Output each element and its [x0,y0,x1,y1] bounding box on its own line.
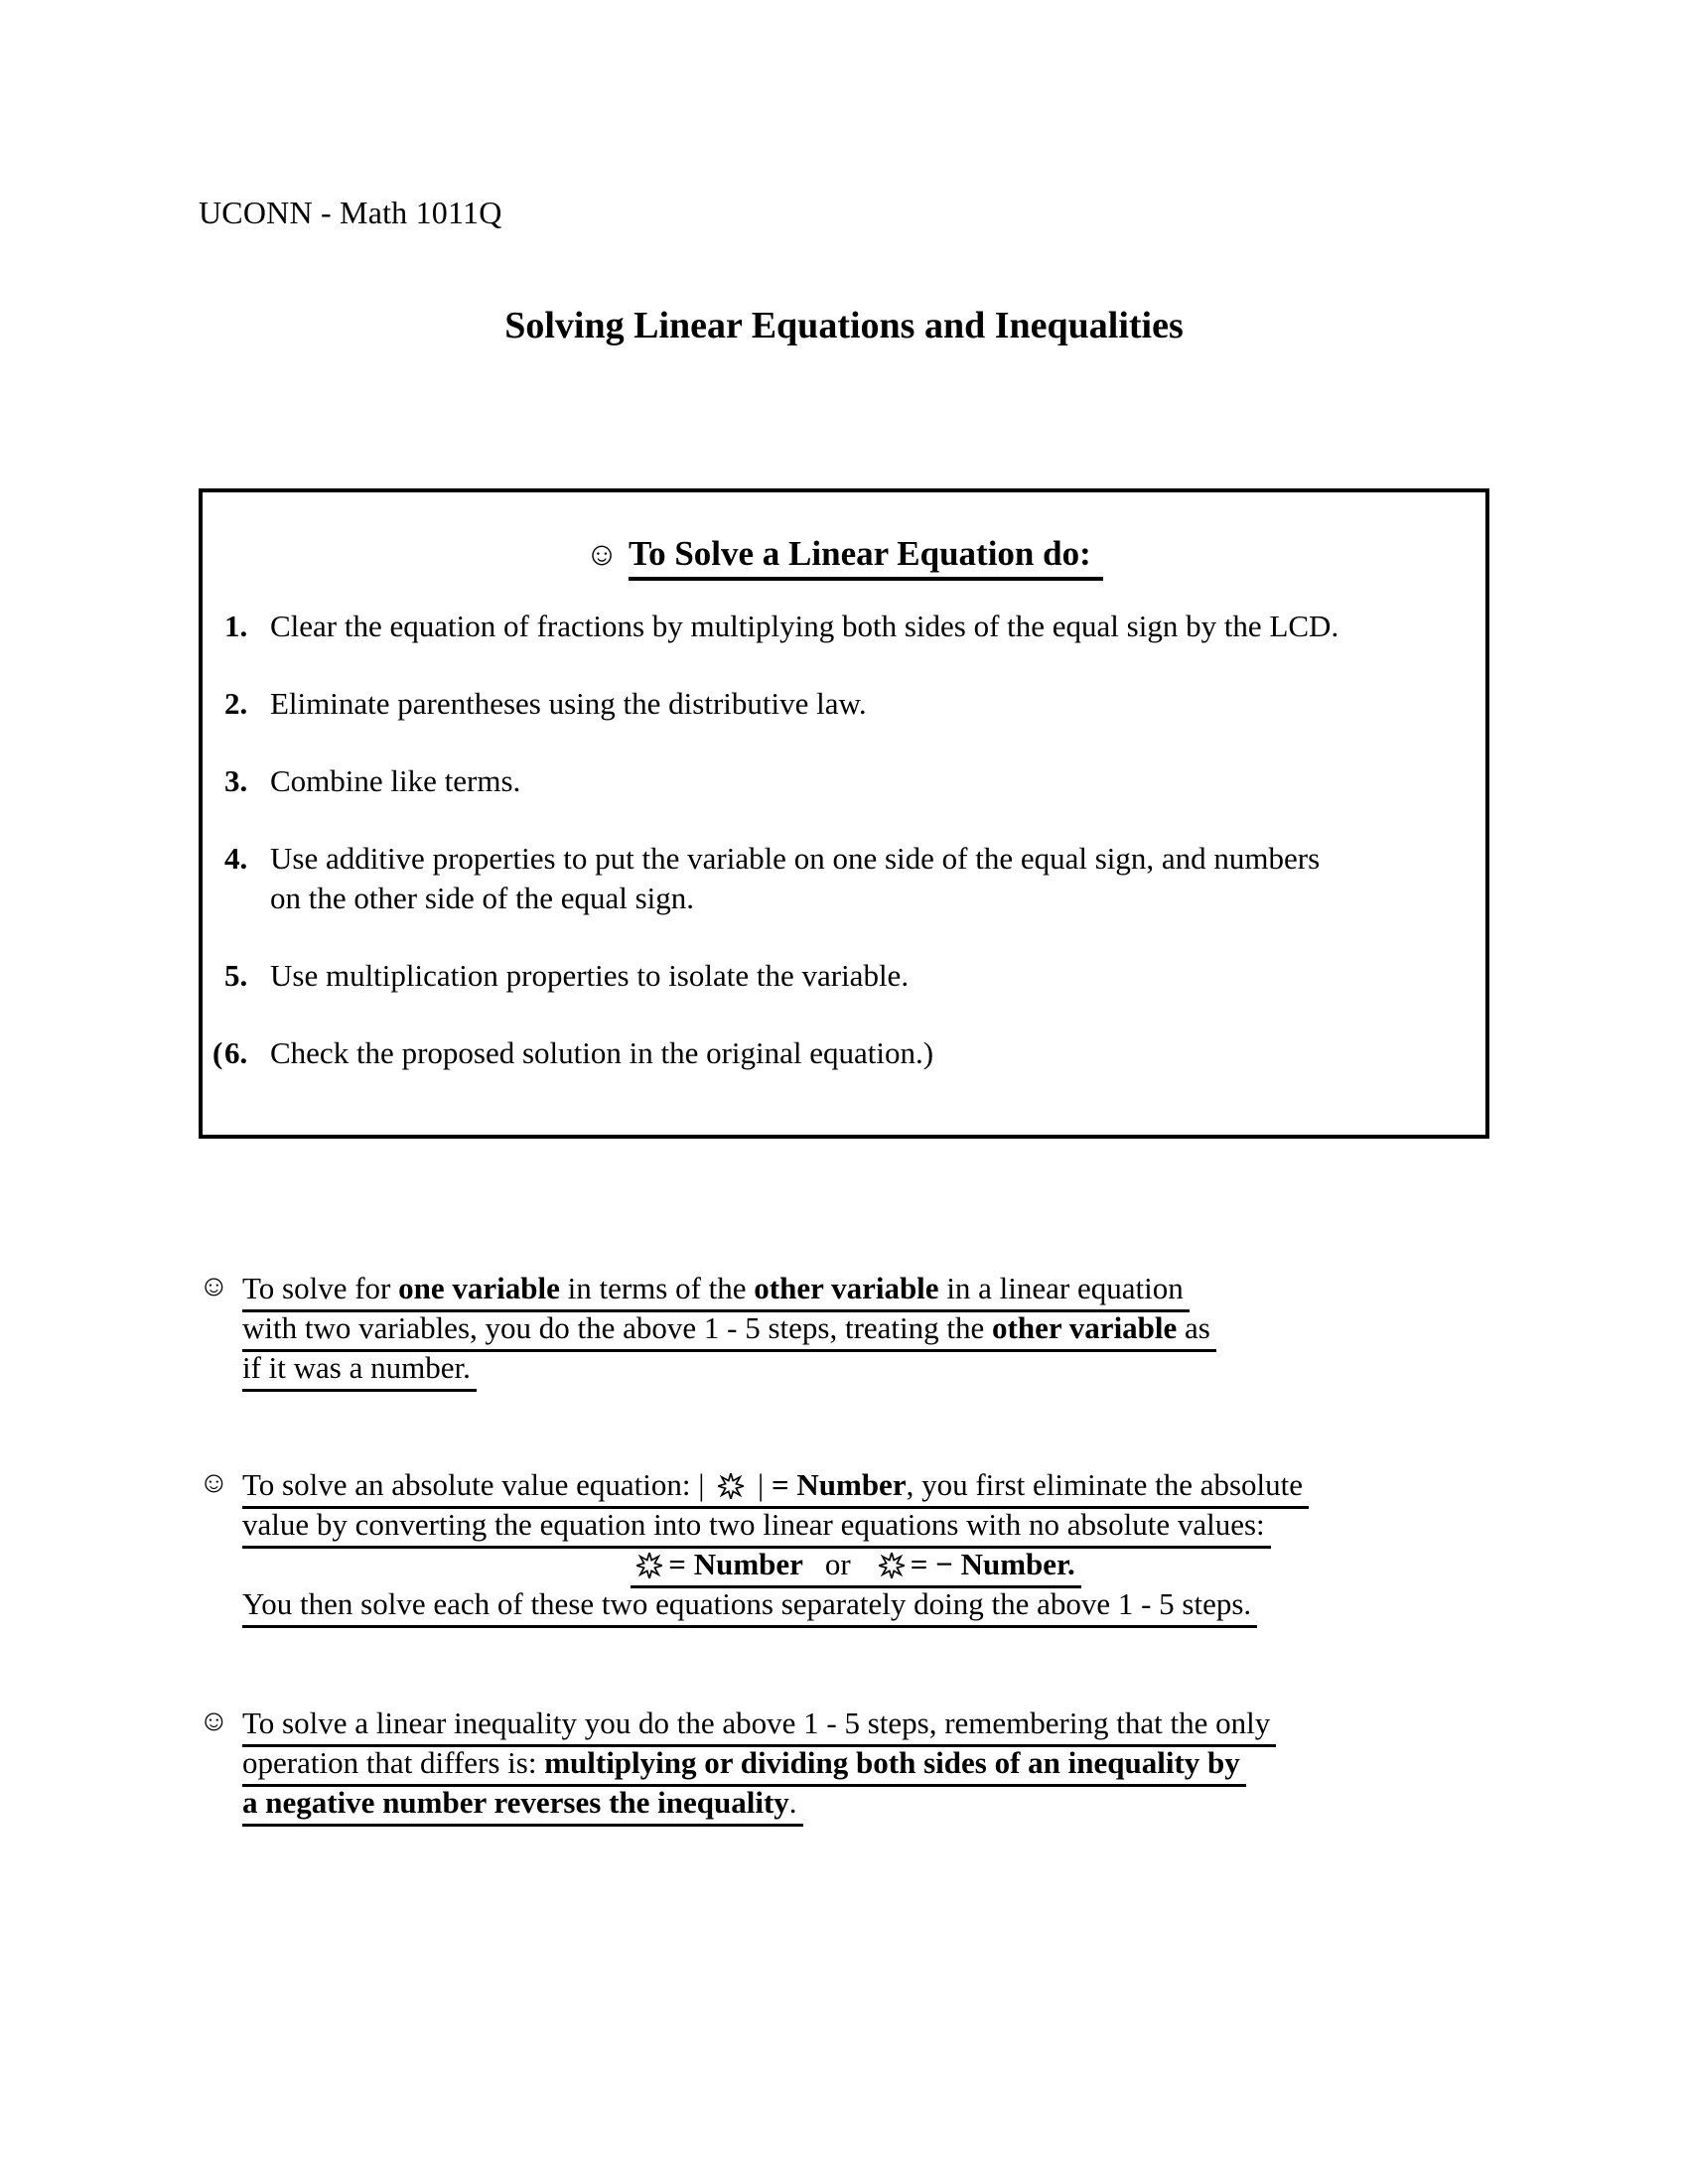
note-text: as [1177,1310,1210,1345]
linear-equation-steps-box [199,488,1489,1139]
note-body [242,1269,1470,1388]
note-line [242,1269,1470,1308]
note-line [242,1584,1470,1624]
step-number: 5. [224,958,248,993]
note-text: , you first eliminate the absolute [906,1467,1304,1502]
equation-or: or [824,1547,851,1581]
step-text: Eliminate parentheses using the distributive law. [270,686,867,721]
step-paren: ( [212,1035,223,1070]
course-header: UCONN - Math 1011Q [199,195,502,230]
note-line [242,1783,1470,1823]
note-line [242,1465,1470,1505]
note-text: You then solve each of these two equations separately doing the above 1 - 5 steps. [242,1586,1252,1621]
note-text-bold: other variable [754,1271,939,1305]
box-heading [203,534,1485,581]
star-icon [879,1553,905,1578]
step-4 [224,839,1460,918]
step-text [270,839,1460,918]
note-text: in a linear equation [938,1271,1184,1305]
note-text: . [788,1785,797,1820]
note-text: if it was a number. [242,1350,471,1385]
note-text-bold: multiplying or dividing both sides of an inequality by [544,1745,1240,1780]
note-line [242,1743,1470,1783]
step-text: Combine like terms. [270,763,521,798]
step-number: 6. [224,1035,248,1070]
note-text: with two variables, you do the above 1 - 5 steps, treating the [242,1310,993,1345]
star-icon [636,1553,662,1578]
note-text-bold: = Number [771,1467,907,1502]
note-text: To solve for [242,1271,399,1305]
step-5 [224,956,1460,996]
step-2 [224,684,1460,724]
smiley-icon: ☺ [199,1466,229,1499]
step-number: 2. [224,686,248,721]
smiley-icon: ☺ [585,537,619,573]
equation-text-bold: = Number [668,1547,803,1581]
note-absolute-value [199,1465,1470,1624]
step-text: Use multiplication properties to isolate the variable. [270,958,910,993]
smiley-icon: ☺ [199,1270,229,1302]
note-text: operation that differs is: [242,1745,545,1780]
step-number: 1. [224,609,248,643]
step-number: 3. [224,763,248,798]
page-title: Solving Linear Equations and Inequalities [504,305,1184,346]
step-text: Check the proposed solution in the original equation.) [270,1035,934,1070]
note-text: in terms of the [559,1271,755,1305]
note-equation-line [242,1545,1470,1584]
step-1 [224,607,1460,646]
note-line [242,1505,1470,1545]
note-text: To solve a linear inequality you do the above 1 - 5 steps, remembering that the only [242,1706,1271,1740]
step-text-line-2: on the other side of the equal sign. [270,881,695,915]
note-text-bold: other variable [992,1310,1178,1345]
box-heading-text: To Solve a Linear Equation do: [629,534,1103,581]
note-text: value by converting the equation into two linear equations with no absolute values: [242,1507,1265,1542]
note-text: To solve an absolute value equation: | [242,1467,713,1502]
star-icon [718,1473,744,1499]
note-body [242,1465,1470,1624]
note-text: | [750,1467,772,1502]
step-number: 4. [224,841,248,876]
note-one-variable [199,1269,1470,1388]
note-line [242,1308,1470,1348]
note-line [242,1348,1470,1388]
step-6 [212,1033,1460,1073]
note-line [242,1704,1470,1743]
step-text-line-1: Use additive properties to put the variable on one side of the equal sign, and numbers [270,841,1321,876]
smiley-icon: ☺ [199,1705,229,1737]
note-body [242,1704,1470,1823]
step-text: Clear the equation of fractions by multiplying both sides of the equal sign by the LCD. [270,609,1339,643]
note-inequality [199,1704,1470,1823]
equation-text-bold: = − Number. [910,1547,1075,1581]
note-text-bold: a negative number reverses the inequality [242,1785,789,1820]
note-text-bold: one variable [398,1271,560,1305]
steps-list [212,607,1460,1073]
step-3 [224,761,1460,801]
